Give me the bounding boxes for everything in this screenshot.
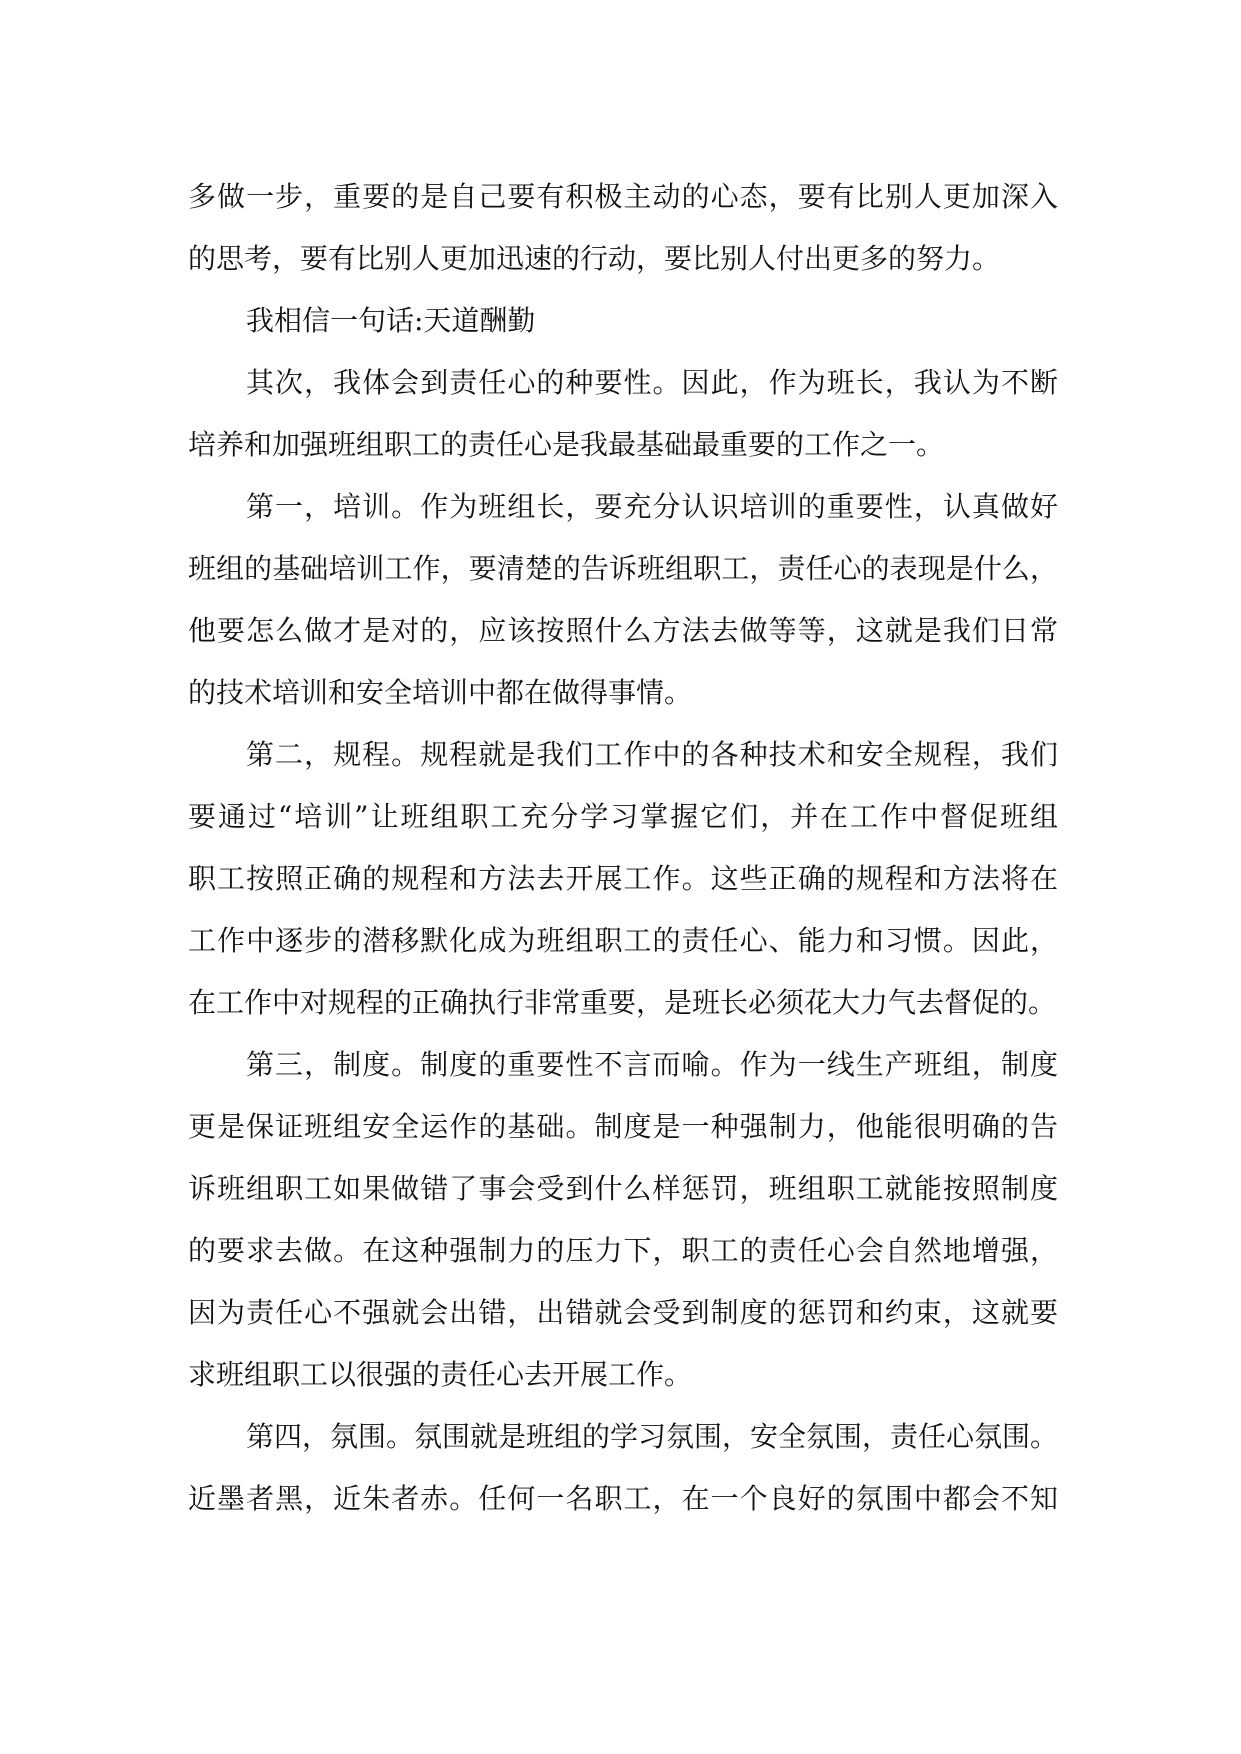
paragraph-regulations (188, 724, 1058, 1034)
paragraph-continuation (188, 166, 1058, 290)
text-line: 诉班组职工如果做错了事会受到什么样惩罚，班组职工就能按照制度 (188, 1172, 1058, 1205)
text-line: 他要怎么做才是对的，应该按照什么方法去做等等，这就是我们日常 (188, 614, 1058, 647)
text-line: 培养和加强班组职工的责任心是我最基础最重要的工作之一。 (188, 428, 945, 461)
text-line: 其次，我体会到责任心的种要性。因此，作为班长，我认为不断 (246, 366, 1058, 399)
text-line: 求班组职工以很强的责任心去开展工作。 (188, 1358, 693, 1391)
text-line: 的思考，要有比别人更加迅速的行动，要比别人付出更多的努力。 (188, 242, 1001, 275)
text-line: 第一，培训。作为班组长，要充分认识培训的重要性，认真做好 (246, 490, 1058, 523)
text-line: 要通过“培训”让班组职工充分学习掌握它们，并在工作中督促班组 (188, 800, 1058, 833)
text-line: 的技术培训和安全培训中都在做得事情。 (188, 676, 693, 709)
text-line: 更是保证班组安全运作的基础。制度是一种强制力，他能很明确的告 (188, 1110, 1058, 1143)
text-line: 第二，规程。规程就是我们工作中的各种技术和安全规程，我们 (246, 738, 1058, 771)
text-line: 班组的基础培训工作，要清楚的告诉班组职工，责任心的表现是什么， (188, 552, 1058, 585)
text-line: 多做一步，重要的是自己要有积极主动的心态，要有比别人更加深入 (188, 180, 1058, 213)
text-line: 的要求去做。在这种强制力的压力下，职工的责任心会自然地增强， (188, 1234, 1058, 1267)
text-line: 职工按照正确的规程和方法去开展工作。这些正确的规程和方法将在 (188, 862, 1058, 895)
text-line: 在工作中对规程的正确执行非常重要，是班长必须花大力气去督促的。 (188, 986, 1057, 1019)
paragraph-training (188, 476, 1058, 724)
paragraph-system (188, 1034, 1058, 1406)
text-line: 我相信一句话:天道酬勤 (246, 304, 536, 337)
text-line: 第三，制度。制度的重要性不言而喻。作为一线生产班组，制度 (246, 1048, 1058, 1081)
text-line: 因为责任心不强就会出错，出错就会受到制度的惩罚和约束，这就要 (188, 1296, 1058, 1329)
paragraph-atmosphere (188, 1406, 1058, 1530)
paragraph-responsibility (188, 352, 1058, 476)
document-body (188, 166, 1058, 1530)
text-line: 近墨者黑，近朱者赤。任何一名职工，在一个良好的氛围中都会不知 (188, 1482, 1058, 1515)
paragraph-motto (188, 290, 1058, 352)
text-line: 工作中逐步的潜移默化成为班组职工的责任心、能力和习惯。因此， (188, 924, 1058, 957)
text-line: 第四，氛围。氛围就是班组的学习氛围，安全氛围，责任心氛围。 (246, 1420, 1059, 1453)
